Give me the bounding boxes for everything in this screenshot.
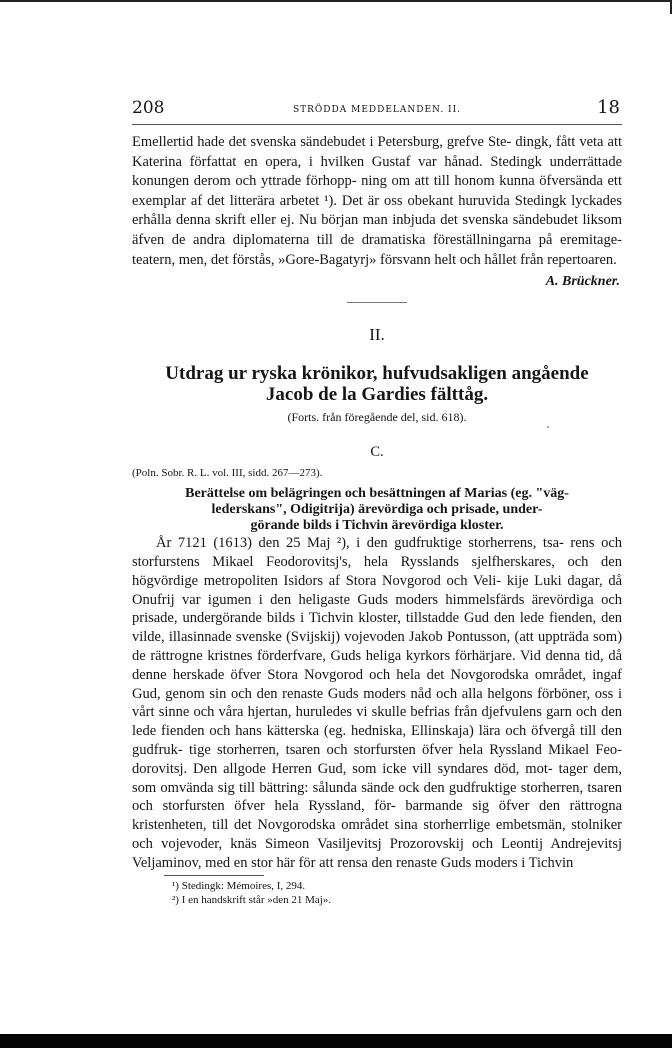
document-page: [132, 94, 622, 907]
text-line: ning om att till honom kunna öfversända ett exemplar af det litterära: [132, 173, 622, 209]
page-scan-edge-top: [0, 0, 672, 2]
section-title-line: Jacob de la Gardies fälttåg.: [265, 383, 489, 405]
text-line: denna skrift eller ej. Nu början man inbjuda det svenska sändebudet: [175, 212, 579, 229]
text-line: tige storherren, tsaren och storfursten öfver hela Ryssland Mikael Feo-: [189, 741, 623, 758]
text-line: hånad. Stedingk underrättade konungen derom och yttrade förhopp-: [132, 153, 623, 190]
footnote: ¹) Stedingk: Mémoires, I, 294.: [172, 880, 306, 893]
section-title-line: Utdrag ur ryska krönikor, hufvudsakligen angående: [165, 362, 589, 384]
running-header: [132, 94, 622, 125]
text-line: himmelsfärds ärevördiga och prisade, undergörande bilds i Tichvin: [132, 591, 623, 627]
author-signature: A. Brückner.: [545, 274, 620, 290]
text-line: skulle befrias från djefvulens garn och den lede fienden och hans: [132, 704, 623, 740]
section-subtitle: (Forts. från föregående del, sid. 618).: [287, 409, 467, 424]
text-line: kloster, tillstadde Gud den lede fienden, den vilde, illasinnade svenske: [132, 610, 623, 646]
text-line: arbetet ¹). Det är oss obekant huruvida Stedingk lyckades erhålla: [132, 192, 623, 229]
text-line: området, ingaf Gud, genom sin och den renaste Guds moders nåd och: [132, 666, 622, 702]
text-line: kätterska (eg. hedniska, Ellinskaja) lära och öfvergå till den gudfruk-: [132, 723, 622, 758]
text-line: gudfruktige storherren, tsaren och storfursten öfver hela Ryssland, för-: [132, 779, 622, 815]
text-line: dorovitsj. Den allgode Herren Gud, som icke vill syndares död, mot-: [132, 760, 553, 777]
text-line: dingk, fått veta att Katerina författat en opera, i hvilken Gustaf var: [132, 134, 623, 170]
chronicle-heading-line: Berättelse om belägringen och besättningen af Marias (eg. "väg-: [185, 486, 569, 502]
text-line: och hållet från repertoaren.: [459, 251, 617, 268]
text-line: då denne herskade öfver Stora Novgorod och hela det Novgorodska: [132, 647, 622, 683]
text-line: på eremitage-teatern, men, det förstås, »Gore-Bagatyrj» försvann helt: [132, 231, 623, 268]
footnote: ²) I en handskrift står »den 21 Maj».: [172, 894, 332, 907]
text-line: Simeon Vasiljevitsj Prozorovskij och Leontij Andrejevitsj Veljaminov,: [132, 835, 622, 871]
page-number: 208: [132, 98, 165, 118]
subsection-letter: C.: [370, 443, 384, 460]
text-line: barmande sig öfver den rättrogna kristenheten, till det Novgorodska: [132, 798, 623, 834]
chronicle-heading: [132, 486, 622, 534]
text-line: rens och storfurstens Mikael Feodorovitsj's, hela Rysslands sjelfherskares,: [132, 535, 623, 570]
text-line: och den högvördige metropoliten Isidors af Stora Novgorod och Veli-: [132, 553, 622, 589]
paragraph-chronicle: [132, 534, 622, 872]
text-line: tager dem, som omvända sig till bättring: sålunda sände ock den: [132, 760, 622, 796]
text-line: kristnes förderfvare, Guds heliga kyrkors förhärjare. Vid denna tid,: [207, 647, 604, 664]
section-separator: [347, 302, 407, 303]
text-line: (Svijskij) vojevoden Jakob Pontusson, (att uppträda som) de rättrogne: [132, 629, 623, 664]
footnote-rule: [164, 875, 264, 876]
sheet-number: 18: [597, 97, 620, 118]
section-numeral: II.: [369, 324, 385, 344]
running-title: STRÖDDA MEDDELANDEN. II.: [292, 105, 462, 115]
text-line: alla helgons förböner, oss i vårt sinne och våra hjertan, huruledes vi: [132, 685, 622, 721]
text-line: kije Luki dagar, då Onufrij var igumen i den heligaste Guds moders: [132, 572, 623, 608]
text-line: med en stor här för att rensa den renaste Guds moders i Tichvin: [205, 854, 574, 871]
chronicle-heading-line: lederskans", Odigitrija) ärevördiga och prisade, under-: [211, 502, 543, 518]
text-line: området sina storherrlige embetsmän, stolniker och vojevoder, knäs: [132, 817, 623, 852]
text-line: År 7121 (1613) den 25 Maj ²), i den gudfruktige storherrens, tsa-: [156, 535, 564, 552]
footnotes: [132, 879, 622, 907]
article-body: [132, 133, 622, 872]
source-citation: (Poln. Sobr. R. L. vol. III, sidd. 267—273).: [132, 467, 323, 480]
section-title: [132, 363, 622, 405]
chronicle-heading-line: görande bilds i Tichvin ärevördiga kloster.: [250, 518, 504, 534]
text-line: Emellertid hade det svenska sändebudet i Petersburg, grefve Ste-: [132, 134, 512, 150]
paragraph-stedingk: [132, 133, 622, 270]
text-line: liksom äfven de andra diplomaterna till de dramatiska föreställningarna: [132, 212, 623, 248]
page-scan-edge-bottom: [0, 1034, 672, 1048]
